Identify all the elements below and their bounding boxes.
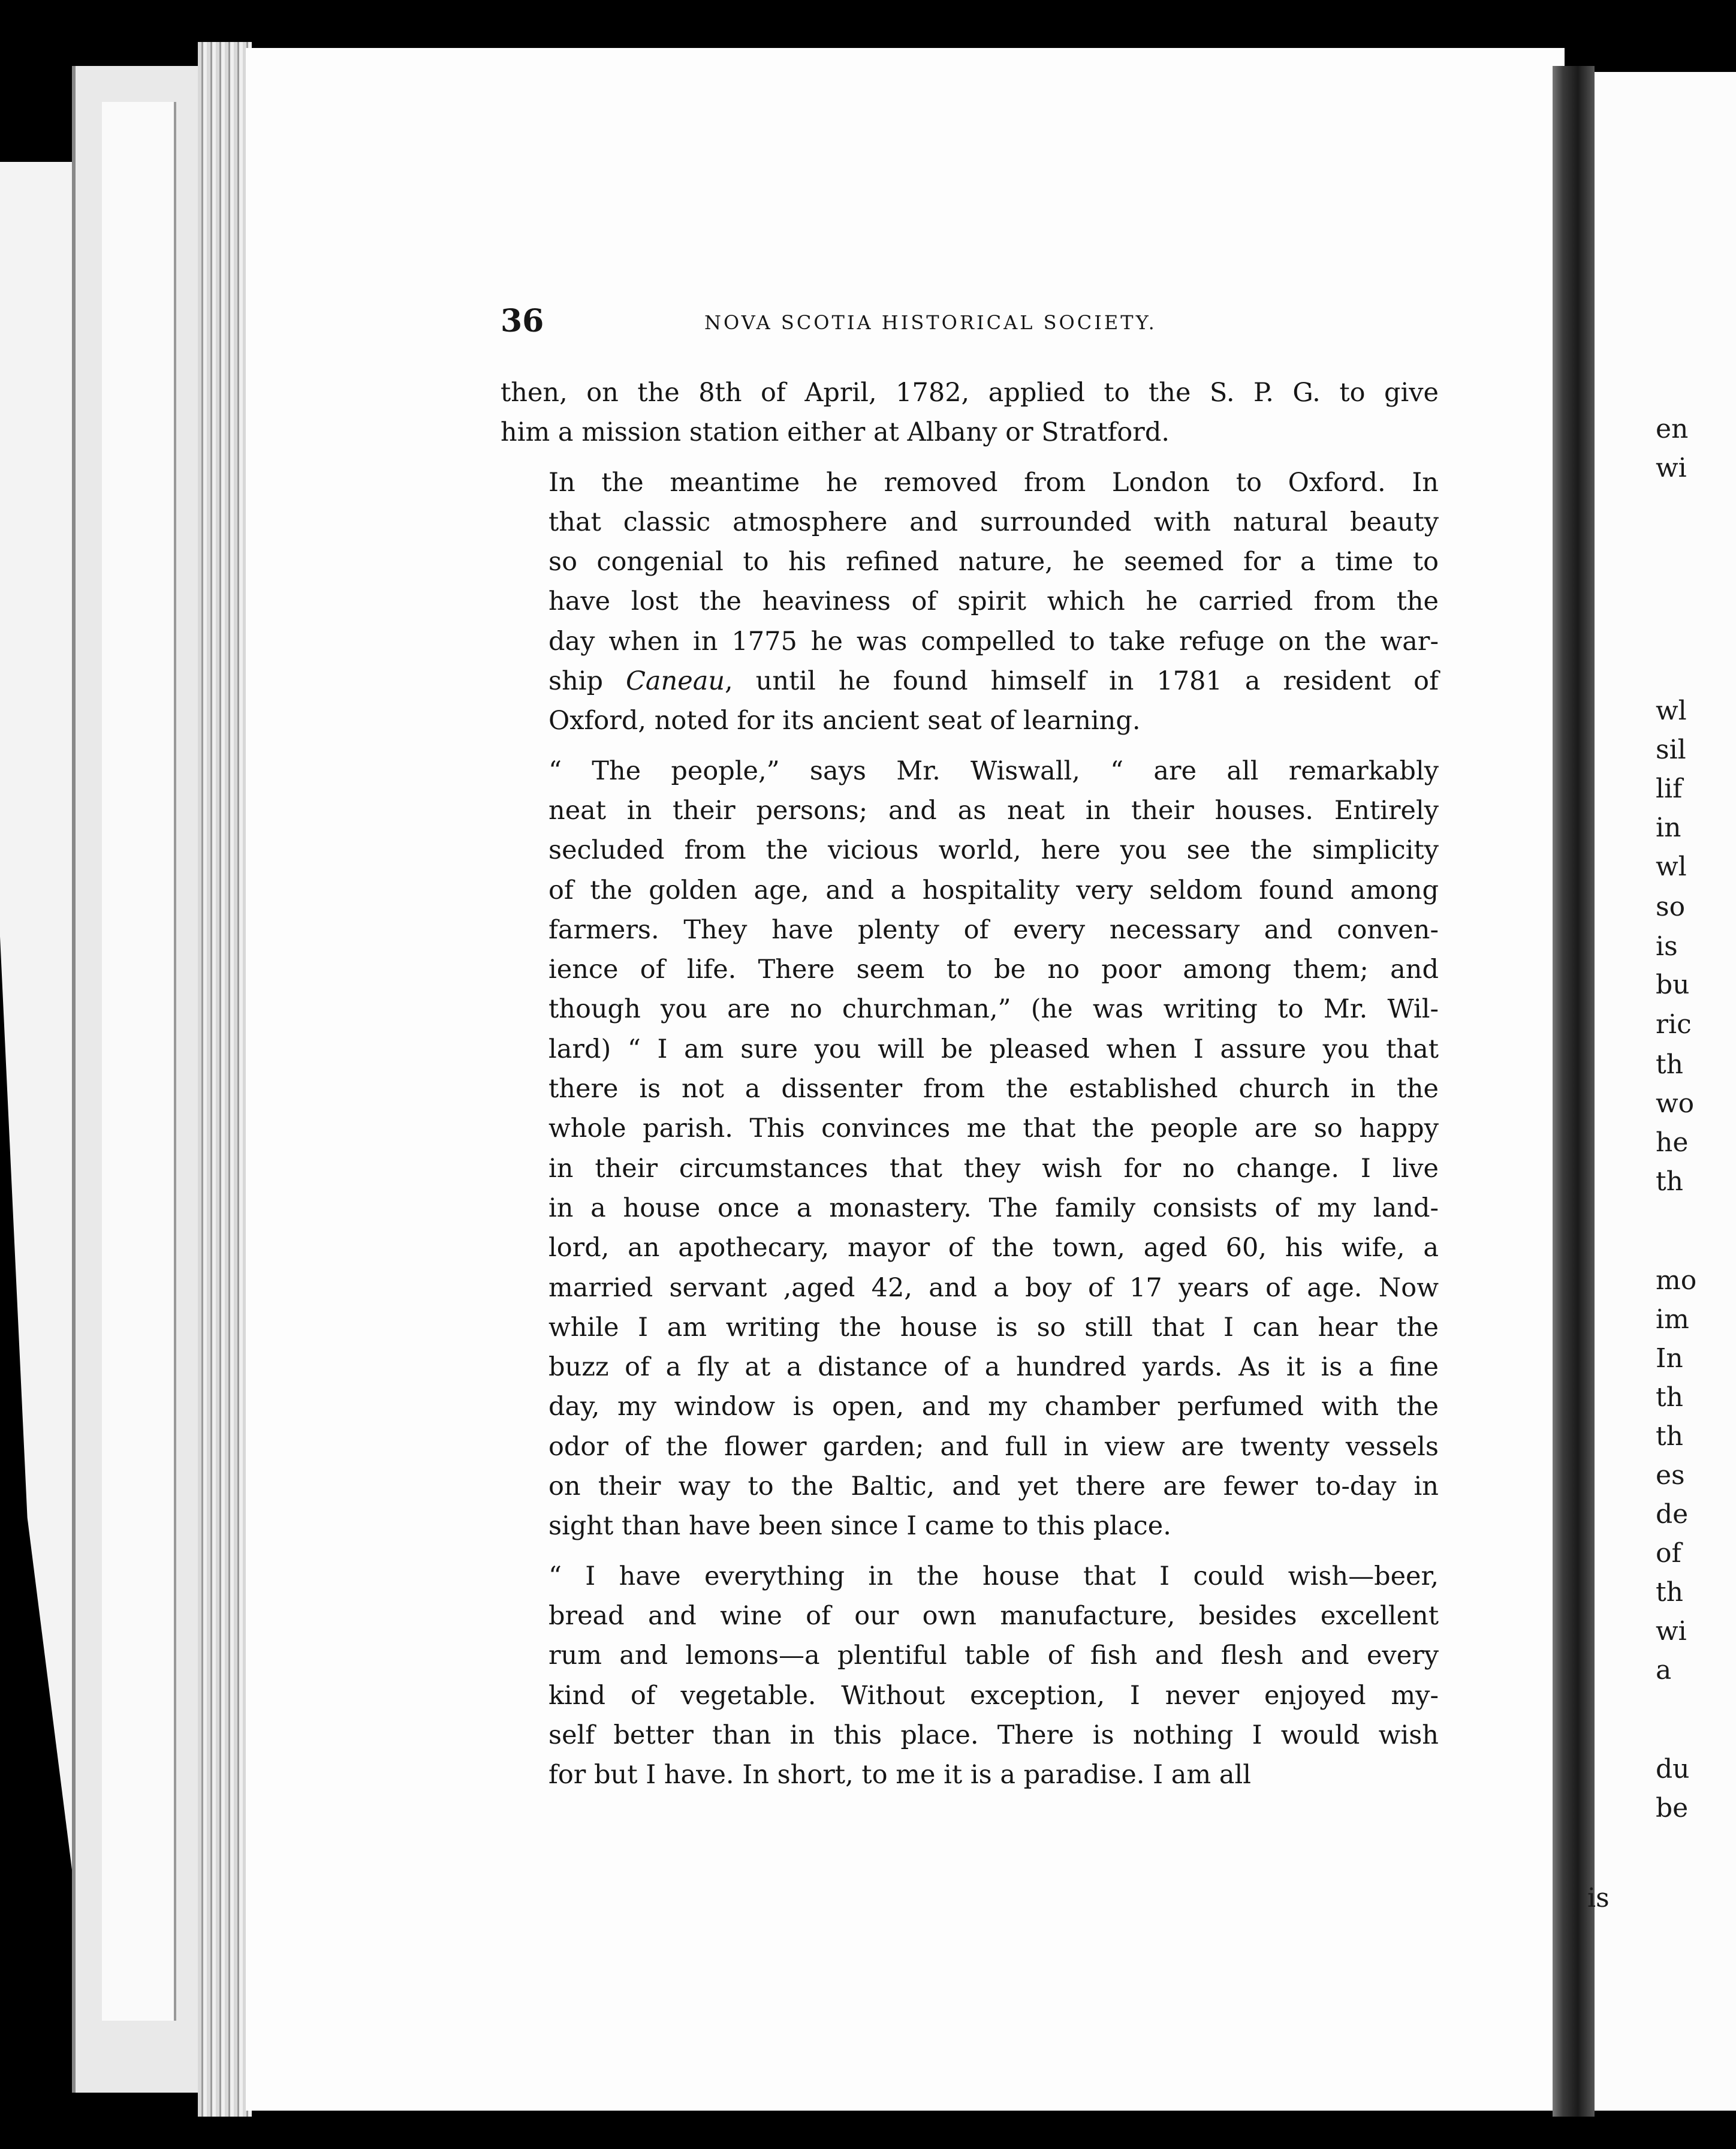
text-line: have lost the heaviness of spirit which he carried from the (548, 586, 1439, 617)
page-number: 36 (501, 303, 544, 339)
text-line: married servant ,aged 42, and a boy of 17 years of age. Now (548, 1272, 1439, 1303)
facing-page-fragment: th (1656, 1166, 1684, 1197)
facing-page-fragment: is (1587, 1883, 1610, 1913)
facing-page-fragment: en (1656, 414, 1689, 444)
paragraph (501, 751, 1439, 1546)
facing-page-fragment: In (1656, 1343, 1683, 1374)
left-page-stack-front (102, 102, 176, 2021)
text-line: self better than in this place. There is nothing I would wish (548, 1720, 1439, 1750)
text-line: while I am writing the house is so still that I can hear the (548, 1312, 1439, 1343)
paragraph (501, 373, 1439, 453)
text-line: ience of life. There seem to be no poor among them; and (548, 955, 1439, 985)
text-line: Oxford, noted for its ancient seat of learning. (548, 706, 1141, 736)
facing-page-fragment: wl (1656, 851, 1687, 882)
page-edges (198, 42, 252, 2117)
facing-page-fragment: mo (1656, 1265, 1697, 1296)
facing-page-fragment: im (1656, 1304, 1689, 1335)
facing-page-fragment: wi (1656, 1616, 1687, 1647)
facing-page-fragment: is (1656, 931, 1678, 962)
text-line: In the meantime he removed from London to Oxford. In (548, 467, 1439, 498)
facing-page-fragment: lif (1656, 773, 1683, 804)
page-header (501, 303, 1250, 345)
text-line: there is not a dissenter from the established church in the (548, 1074, 1439, 1104)
text-line: though you are no churchman,” (he was writing to Mr. Wil- (548, 994, 1439, 1025)
facing-page-fragment: de (1656, 1499, 1689, 1530)
facing-page-fragment: th (1656, 1577, 1684, 1608)
text-line: on their way to the Baltic, and yet there are fewer to-day in (548, 1471, 1439, 1502)
text-line: lord, an apothecary, mayor of the town, aged 60, his wife, a (548, 1233, 1439, 1263)
text-line: neat in their persons; and as neat in their houses. Entirely (548, 795, 1439, 826)
text-line: “ I have everything in the house that I could wish—beer, (548, 1561, 1439, 1591)
text-line: him a mission station either at Albany or Stratford. (501, 417, 1170, 448)
facing-page-fragment: so (1656, 892, 1686, 922)
text-line: in a house once a monastery. The family consists of my land- (548, 1193, 1439, 1223)
text-line: lard) “ I am sure you will be pleased when I assure you that (548, 1034, 1439, 1064)
text-line: farmers. They have plenty of every necessary and conven- (548, 914, 1439, 945)
text-line: of the golden age, and a hospitality very seldom found among (548, 875, 1439, 905)
facing-page-fragment: wi (1656, 453, 1687, 483)
text-line: day when in 1775 he was compelled to take refuge on the war- (548, 626, 1439, 657)
facing-page-fragment: a (1656, 1655, 1672, 1686)
text-line: for but I have. In short, to me it is a paradise. I am all (548, 1760, 1252, 1790)
facing-page-fragment: wo (1656, 1088, 1695, 1119)
ship-name: Caneau (626, 666, 725, 697)
facing-page-fragment: du (1656, 1754, 1690, 1784)
facing-page-fragment: he (1656, 1127, 1689, 1158)
text-line: sight than have been since I came to this place. (548, 1511, 1171, 1542)
facing-page-fragment: in (1656, 812, 1681, 843)
facing-page-fragment: th (1656, 1382, 1684, 1413)
text-line: rum and lemons—a plentiful table of fish and flesh and every (548, 1641, 1439, 1671)
text-line: buzz of a fly at a distance of a hundred yards. As it is a fine (548, 1352, 1439, 1383)
text-line: odor of the flower garden; and full in view are twenty vessels (548, 1431, 1439, 1462)
facing-page-fragment: ric (1656, 1009, 1692, 1040)
text-line: that classic atmosphere and surrounded with natural beauty (548, 507, 1439, 537)
text-line: then, on the 8th of April, 1782, applied to the S. P. G. to give (501, 378, 1439, 408)
text-line: kind of vegetable. Without exception, I never enjoyed my- (548, 1680, 1439, 1711)
facing-page-fragment: of (1656, 1538, 1681, 1569)
facing-page-fragment: th (1656, 1049, 1684, 1080)
text-line: day, my window is open, and my chamber perfumed with the (548, 1392, 1439, 1422)
facing-page-fragment: sil (1656, 735, 1686, 765)
text-line: whole parish. This convinces me that the people are so happy (548, 1113, 1439, 1144)
facing-page-fragment: wl (1656, 696, 1687, 726)
text-line: so congenial to his refined nature, he seemed for a time to (548, 547, 1439, 577)
facing-page-fragment: es (1656, 1460, 1685, 1491)
paragraph (501, 463, 1439, 741)
book-gutter (1553, 66, 1595, 2117)
facing-page-fragment: th (1656, 1421, 1684, 1452)
text-line: secluded from the vicious world, here you see the simplicity (548, 835, 1439, 866)
text-line: in their circumstances that they wish for no change. I live (548, 1153, 1439, 1184)
text-line: bread and wine of our own manufacture, besides excellent (548, 1600, 1439, 1631)
facing-page-fragment: be (1656, 1793, 1689, 1823)
text-line: ship Caneau, until he found himself in 1781 a resident of (548, 666, 1439, 697)
body-text (501, 373, 1439, 1795)
paragraph (501, 1557, 1439, 1795)
text-line: “ The people,” says Mr. Wiswall, “ are all remarkably (548, 756, 1439, 786)
facing-page-fragment: bu (1656, 970, 1690, 1000)
running-head: NOVA SCOTIA HISTORICAL SOCIETY. (704, 311, 1157, 334)
